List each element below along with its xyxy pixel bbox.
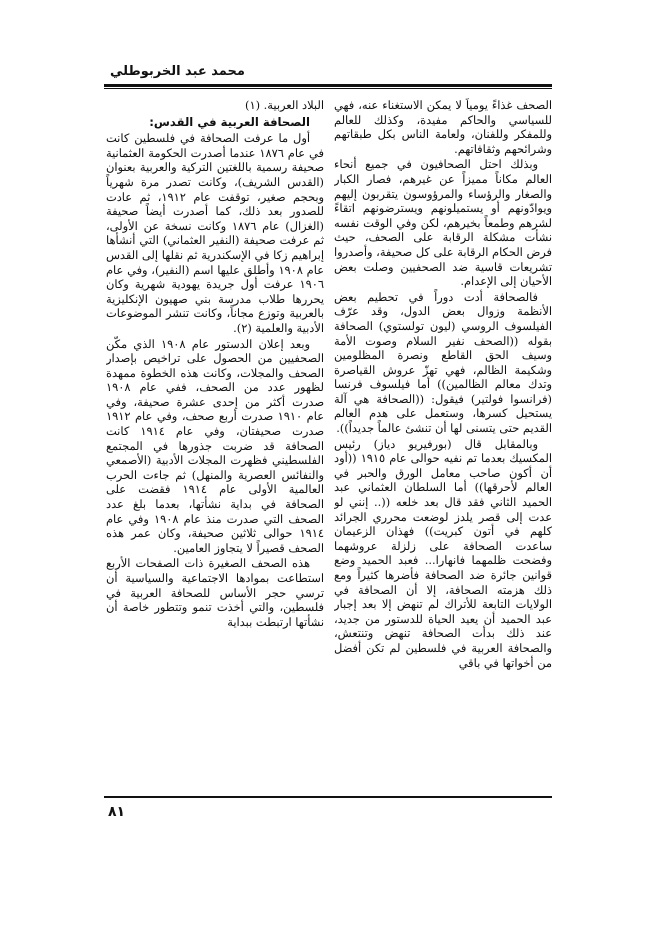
- footer-rule: [104, 796, 552, 798]
- paragraph: وبعد إعلان الدستور عام ١٩٠٨ الذي مكّن الصحفيين من الحصول على تراخيص بإصدار الصحف والمجلات، وكانت هذه الخطوة ممهدة لظهور عدد من الصحف، ففي عام ١٩٠٨ صدرت أكثر من إحدى عشرة صحيفة، وفي عام ١٩١٠ صدرت أربع صحف، وفي عام ١٩١٢ صدرت صحيفتان، وفي عام ١٩١٤ كانت الصحافة قد ضربت جذورها في المجتمع الفلسطيني فظهرت المجلات الأدبية (الأصمعي والنفائس العصرية والمنهل) ثم جاءت الحرب العالمية الأولى عام ١٩١٤ فقضت على الصحافة في بداية نشأتها، بعدما بلغ عدد الصحف التي صدرت منذ عام ١٩٠٨ وفي عام ١٩١٤ حوالى ثلاثين صحيفة، وكان عمر هذه الصحف قصيراً لا يتجاوز العامين.: [106, 336, 324, 555]
- text-column-left: [106, 98, 324, 788]
- header-rule: [104, 84, 552, 87]
- paragraph-continuation: البلاد العربية. (١): [245, 98, 324, 112]
- paragraph: وبذلك احتل الصحافيون في جميع أنحاء العالم مكاناً مميزاً عن غيرهم، فصار الكبار والصغار والرؤساء والمرؤوسون يتقربون إليهم ويوادّونهم أو يستميلونهم ويسترضونهم اتقاءً لشرهم وطمعاً بخيرهم، لكن وفي الوقت نفسه نشأت مشكلة الرقابة على الصحف، حيث فرض الحكام الرقابة على كل صحيفة، وأصدروا تشريعات قاسية ضد الصحفيين وصلت بعض الأحيان إلى الإعدام.: [334, 157, 552, 289]
- page-number: ٨١: [108, 804, 126, 820]
- paragraph: فالصحافة أدت دوراً في تحطيم بعض الأنظمة وزوال بعض الدول، وقد عرّف الفيلسوف الروسي (ليون تولستوي) الصحافة بقوله ((الصحف نفير السلام وصوت الأمة وسيف الحق القاطع ونصرة المظلومين وشكيمة الظالم، فهي تهزّ عروش القياصرة وتدك معالم الظالمين)) أما فيلسوف فرنسا (فرانسوا فولتير) فيقول: ((الصحافة هي آلة يستحيل كسرها، وستعمل على هدم العالم القديم حتى يتسنى لها أن تنشئ عالماً جديداً)).: [334, 289, 552, 436]
- paragraph: هذه الصحف الصغيرة ذات الصفحات الأربع استطاعت بموادها الاجتماعية والسياسية أن ترسي حجر الأساس للصحافة العربية في فلسطين، والتي أخذت تنمو وتتطور خاصة أن نشأتها ارتبطت ببداية: [106, 556, 324, 629]
- section-heading: الصحافة العربية في القدس:: [149, 114, 310, 129]
- paragraph: وبالمقابل قال (بورفيريو دياز) رئيس المكسيك بعدما تم نفيه حوالى عام ١٩١٥ ((أود أن أكون صاحب معامل الورق والحبر في العالم لأحرقها)) أما السلطان العثماني عبد الحميد الثاني فقد قال بعد خلعه ((.. إنني لو عدت إلى قصر يلدز لوضعت محرري الجرائد كلهم في أتون كبريت)) فهذان الزعيمان ساعدت الصحافة على زلزلة عروشهما وفضحت ظلمهما فانهارا... فعبد الحميد وضع قوانين جائرة ضد الصحافة فأضرها كثيراً ومع ذلك هزمته الصحافة، إلا أن الصحافة في الولايات التابعة للأتراك لم تنهض إلا بعد إجبار عبد الحميد أن يعيد الحياة للدستور من جديد، عند ذلك بدأت الصحافة تنهض وتنتعش، والصحافة العربية في فلسطين لم تكن أفضل من أخواتها في باقي: [334, 436, 552, 670]
- paragraph: الصحف غذاءً يومياً لا يمكن الاستغناء عنه، فهي للسياسي والحاكم مفيدة، وكذلك للعالم وللمفكر وللفنان، ولعامة الناس بكل طبقاتهم وشرائحهم وثقافاتهم.: [334, 98, 552, 156]
- paragraph: أول ما عرفت الصحافة في فلسطين كانت في عام ١٨٧٦ عندما أصدرت الحكومة العثمانية صحيفة رسمية باللغتين التركية والعربية بعنوان (القدس الشريف)، وكانت تصدر مرة شهرياً وبحجم صغير، توقفت عام ١٩١٢، ثم عادت للصدور بعد ذلك، كما أصدرت أيضاً صحيفة (الغزال) عام ١٨٧٦ وكانت نسخة عن الأولى، ثم عرفت صحيفة (النفير العثماني) التي أنشأها إبراهيم زكا في الإسكندرية ثم نقلها إلى القدس عام ١٩٠٨ وأطلق عليها اسم (النفير)، وفي عام ١٩٠٦ عرفت أول جريدة يهودية شهرية وكان يحررها طلاب مدرسة بني صهيون الإنكليزية بالعربية وتوزع مجاناً، وكانت تنشر الموضوعات الأدبية والعلمية (٢).: [106, 131, 324, 335]
- text-column-right: [334, 98, 552, 788]
- running-header-author: محمد عبد الخربوطلي: [110, 64, 245, 79]
- header-rule-thin: [104, 88, 552, 89]
